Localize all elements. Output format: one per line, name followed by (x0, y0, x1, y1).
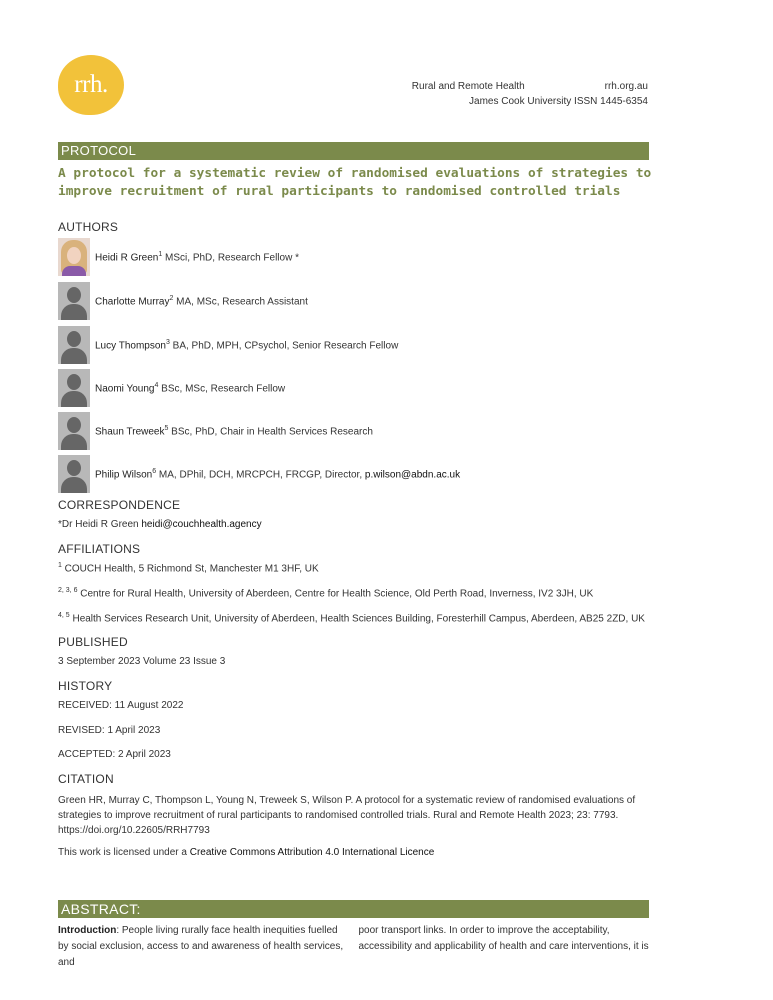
correspondence-email-link[interactable]: heidi@couchhealth.agency (141, 519, 262, 530)
author-entry (58, 238, 299, 276)
affiliation-line (58, 587, 593, 599)
license-prefix: This work is licensed under a (58, 847, 190, 858)
history-received: RECEIVED: 11 August 2022 (58, 700, 184, 711)
person-placeholder-icon (58, 455, 90, 493)
section-bar-protocol: PROTOCOL (58, 142, 649, 160)
author-credentials: BA, PhD, MPH, CPsychol, Senior Research Fellow (169, 340, 399, 352)
author-name: Heidi R Green (95, 252, 159, 264)
author-sup: 4 (154, 381, 159, 389)
abstract-column-1 (58, 923, 349, 971)
author-entry (58, 455, 460, 493)
journal-site[interactable]: rrh.org.au (604, 81, 648, 92)
published-heading: PUBLISHED (58, 635, 128, 649)
author-name: Naomi Young (95, 383, 155, 395)
author-sup: 6 (152, 467, 157, 475)
correspondence-line (58, 519, 262, 530)
history-heading: HISTORY (58, 679, 113, 693)
author-sup: 1 (158, 250, 163, 258)
affiliation-text: COUCH Health, 5 Richmond St, Manchester M1 3HF, UK (61, 563, 319, 575)
authors-heading: AUTHORS (58, 220, 119, 234)
license-link[interactable]: Creative Commons Attribution 4.0 International Licence (189, 847, 435, 858)
affiliation-line (58, 562, 319, 574)
abstract-column-2: poor transport links. In order to improve the acceptability, accessibility and applicability of health and care interventions, it is (358, 925, 649, 952)
published-date: 3 September 2023 Volume 23 Issue 3 (58, 656, 226, 667)
title-line-1: A protocol for a systematic review of randomised evaluations of strategies to (58, 166, 652, 181)
author-name: Shaun Treweek (95, 426, 165, 438)
author-photo (58, 238, 90, 276)
title-line-2: improve recruitment of rural participants to randomised controlled trials (58, 184, 621, 199)
author-entry (58, 412, 373, 450)
author-sup: 5 (164, 424, 169, 432)
author-sup: 3 (165, 338, 170, 346)
author-email-link[interactable]: p.wilson@abdn.ac.uk (364, 469, 461, 481)
abstract-text-1: : People living rurally face health inequities fuelled by social exclusion, access to and awareness of health services, and (58, 925, 344, 968)
author-credentials: MSci, PhD, Research Fellow * (162, 252, 299, 264)
journal-header (412, 79, 648, 109)
correspondence-heading: CORRESPONDENCE (58, 498, 181, 512)
affiliation-sup: 1 (58, 562, 62, 569)
author-credentials: MA, DPhil, DCH, MRCPCH, FRCGP, Director, (156, 469, 365, 481)
author-entry (58, 282, 308, 320)
author-entry (58, 326, 398, 364)
affiliation-line (58, 612, 645, 624)
article-title (58, 165, 658, 201)
author-credentials: MA, MSc, Research Assistant (173, 296, 308, 308)
affiliation-sup: 2, 3, 6 (58, 587, 78, 594)
affiliation-text: Health Services Research Unit, University of Aberdeen, Health Sciences Building, Foresterhill Campus, Aberdeen, AB25 2ZD, UK (69, 613, 645, 625)
journal-name: Rural and Remote Health (411, 81, 525, 92)
abstract-body (58, 923, 649, 971)
author-name: Charlotte Murray (95, 296, 170, 308)
affiliation-text: Centre for Rural Health, University of Aberdeen, Centre for Health Science, Old Perth Road, Inverness, IV2 3JH, UK (77, 588, 594, 600)
person-placeholder-icon (58, 326, 90, 364)
person-placeholder-icon (58, 369, 90, 407)
author-entry (58, 369, 285, 407)
person-placeholder-icon (58, 412, 90, 450)
history-revised: REVISED: 1 April 2023 (58, 725, 161, 736)
citation-heading: CITATION (58, 772, 114, 786)
author-credentials: BSc, PhD, Chair in Health Services Research (168, 426, 373, 438)
history-accepted: ACCEPTED: 2 April 2023 (58, 749, 171, 760)
author-name: Philip Wilson (95, 469, 153, 481)
author-sup: 2 (169, 294, 174, 302)
logo-text: rrh. (74, 71, 108, 98)
citation-text: Green HR, Murray C, Thompson L, Young N, Treweek S, Wilson P. A protocol for a systematic review of randomised evaluations of strategies to improve recruitment of rural participants to randomised controlled trials. Rural and Remote Health 2023; 23: 7793. https://doi.org/10.22605/RRH7793 (58, 795, 636, 836)
correspondence-name: *Dr Heidi R Green (58, 519, 142, 530)
author-name: Lucy Thompson (95, 340, 166, 352)
affiliations-heading: AFFILIATIONS (58, 542, 141, 556)
license-line (58, 847, 434, 858)
section-bar-abstract: ABSTRACT: (58, 900, 649, 918)
rrh-logo (58, 55, 124, 115)
person-placeholder-icon (58, 282, 90, 320)
publisher-info: James Cook University ISSN 1445-6354 (469, 96, 648, 107)
author-credentials: BSc, MSc, Research Fellow (158, 383, 286, 395)
affiliation-sup: 4, 5 (58, 612, 70, 619)
intro-label: Introduction (58, 925, 117, 936)
